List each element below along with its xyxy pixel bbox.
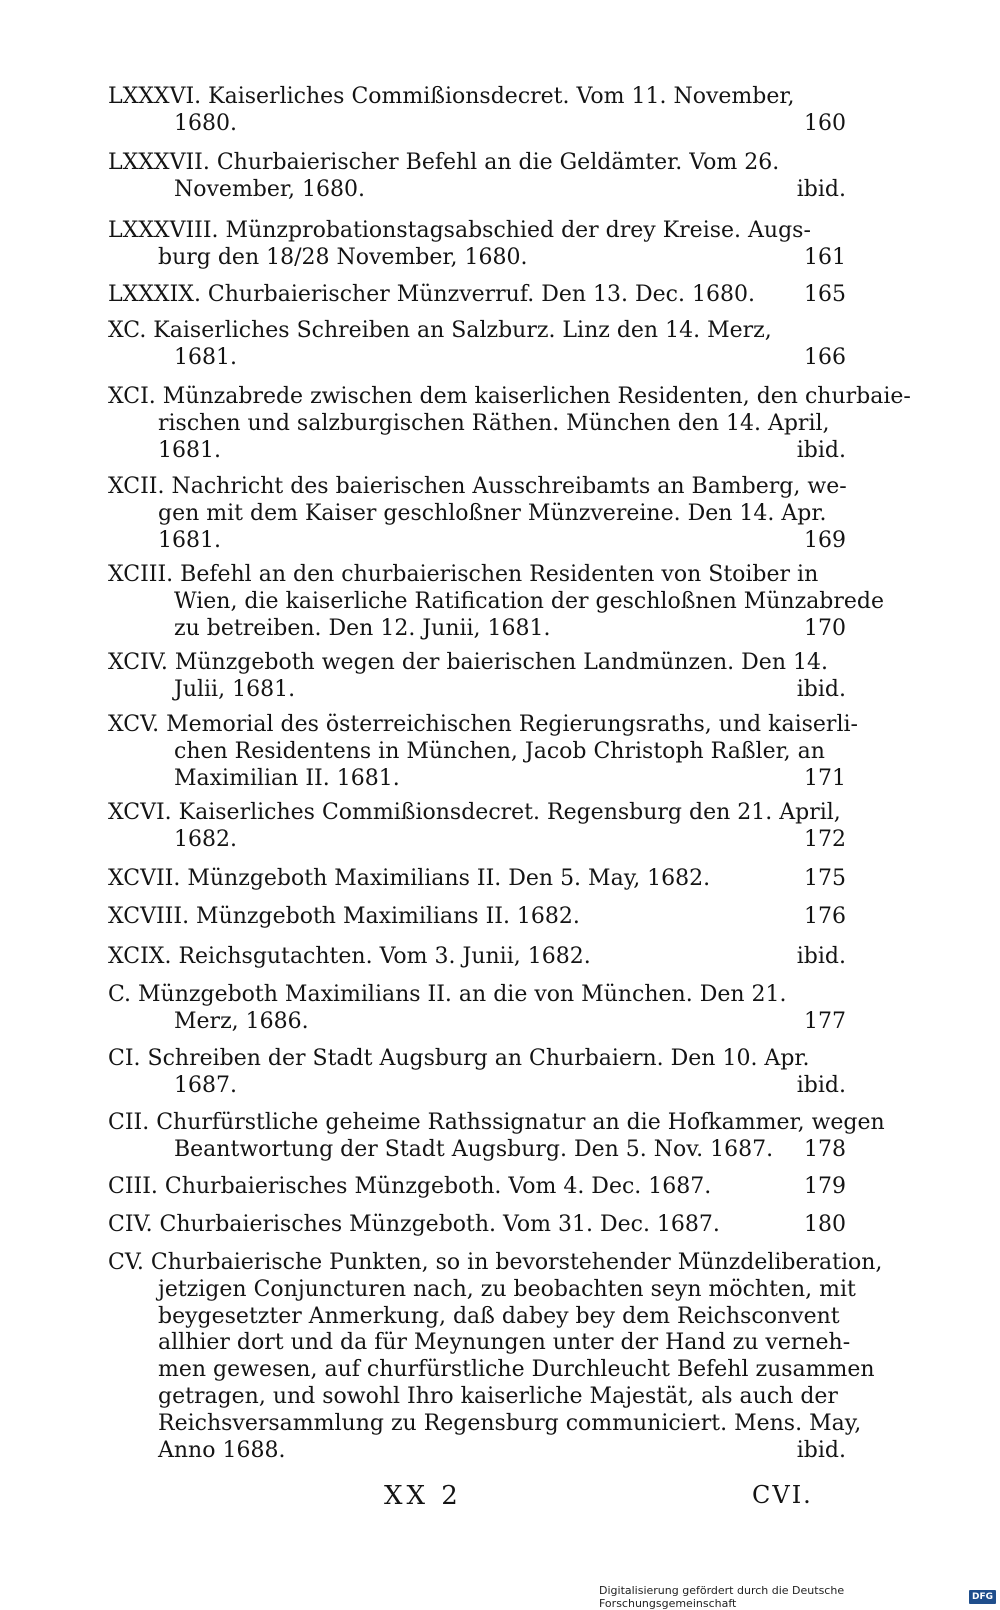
entry-title-line: LXXXVIII. Münzprobationstagsabschied der drey Kreise. Augs- — [108, 218, 811, 243]
page-number: 161 — [804, 244, 846, 270]
entry-title-line: XCIV. Münzgeboth wegen der baierischen Landmünzen. Den 14. — [108, 650, 828, 675]
credit-text: Digitalisierung gefördert durch die Deutsche Forschungsgemeinschaft — [599, 1584, 845, 1610]
entry-continuation-line: men gewesen, auf churfürstliche Durchleucht Befehl zusammen — [158, 1357, 875, 1383]
entry-title-line: XCVII. Münzgeboth Maximilians II. Den 5. May, 1682. — [108, 866, 711, 891]
page-number: ibid. — [796, 944, 846, 969]
page-number: ibid. — [796, 437, 846, 463]
entry-continuation-line: burg den 18/28 November, 1680. — [158, 244, 528, 270]
toc-entry — [108, 150, 846, 204]
page-number: 176 — [804, 904, 846, 929]
page-number: ibid. — [796, 176, 846, 202]
entry-title-line: CIII. Churbaierisches Münzgeboth. Vom 4. Dec. 1687. — [108, 1174, 712, 1199]
toc-entry — [108, 1250, 883, 1464]
entry-title-line: XCIII. Befehl an den churbaierischen Residenten von Stoiber in — [108, 562, 819, 587]
toc-entry — [108, 562, 885, 642]
toc-entry — [108, 982, 846, 1036]
page-number: 169 — [804, 527, 846, 553]
toc-entry — [108, 1110, 885, 1164]
catchword: CVI. — [752, 1481, 813, 1509]
entry-title-line: LXXXVII. Churbaierischer Befehl an die Geldämter. Vom 26. — [108, 150, 780, 175]
entry-continuation-line: Julii, 1681. — [174, 676, 296, 702]
entry-title-line: LXXXVI. Kaiserliches Commißionsdecret. Vom 11. November, — [108, 84, 795, 109]
toc-entry — [108, 944, 846, 971]
toc-entry — [108, 1212, 846, 1239]
entry-title-line: CII. Churfürstliche geheime Rathssignatur an die Hofkammer, wegen — [108, 1110, 885, 1135]
entry-title-line: XCV. Memorial des österreichischen Regierungsraths, und kaiserli- — [108, 712, 858, 737]
toc-entry — [108, 904, 846, 931]
entry-continuation-line: November, 1680. — [174, 176, 365, 202]
page-number: 177 — [804, 1008, 846, 1034]
toc-entry — [108, 1046, 846, 1100]
entry-continuation-line: Wien, die kaiserliche Ratification der geschloßnen Münzabrede — [174, 588, 885, 614]
signature-mark: XX 2 — [384, 1481, 462, 1511]
entry-title-line: XCI. Münzabrede zwischen dem kaiserlichen Residenten, den churbaie- — [108, 384, 911, 409]
entry-continuation-line: Merz, 1686. — [174, 1008, 309, 1034]
page-number: ibid. — [796, 1072, 846, 1098]
entry-title-line: LXXXIX. Churbaierischer Münzverruf. Den 13. Dec. 1680. — [108, 282, 755, 307]
entry-continuation-line: chen Residentens in München, Jacob Christoph Raßler, an — [174, 738, 825, 764]
page-number: 178 — [804, 1136, 846, 1162]
page-number: ibid. — [796, 676, 846, 702]
entry-title-line: CI. Schreiben der Stadt Augsburg an Churbaiern. Den 10. Apr. — [108, 1046, 810, 1071]
toc-entry — [108, 318, 846, 372]
page-number: 171 — [804, 765, 846, 791]
entry-continuation-line: rischen und salzburgischen Räthen. München den 14. April, — [158, 410, 830, 436]
entry-title-line: XCIX. Reichsgutachten. Vom 3. Junii, 1682. — [108, 944, 591, 969]
entry-continuation-line: 1681. — [158, 437, 221, 463]
entry-continuation-line: 1681. — [158, 527, 221, 553]
toc-entry — [108, 650, 846, 704]
entry-continuation-line: gen mit dem Kaiser geschloßner Münzvereine. Den 14. Apr. — [158, 500, 827, 526]
toc-entry — [108, 218, 846, 272]
entry-continuation-line: Beantwortung der Stadt Augsburg. Den 5. Nov. 1687. — [174, 1136, 774, 1162]
entry-continuation-line: jetzigen Conjuncturen nach, zu beobachten seyn möchten, mit — [158, 1276, 856, 1302]
entry-title-line: CV. Churbaierische Punkten, so in bevorstehender Münzdeliberation, — [108, 1250, 883, 1275]
entry-title-line: XCVI. Kaiserliches Commißionsdecret. Regensburg den 21. April, — [108, 800, 841, 825]
page-number: 165 — [804, 282, 846, 307]
entry-continuation-line: zu betreiben. Den 12. Junii, 1681. — [174, 615, 551, 641]
entry-title-line: XCVIII. Münzgeboth Maximilians II. 1682. — [108, 904, 580, 929]
toc-entry — [108, 84, 846, 138]
page-number: 170 — [804, 615, 846, 641]
entry-title-line: C. Münzgeboth Maximilians II. an die von München. Den 21. — [108, 982, 787, 1007]
toc-entry — [108, 384, 911, 464]
page-number: ibid. — [796, 1437, 846, 1463]
entry-continuation-line: 1680. — [174, 110, 237, 136]
entry-continuation-line: Maximilian II. 1681. — [174, 765, 400, 791]
entry-continuation-line: 1682. — [174, 826, 237, 852]
digitization-credit — [599, 1585, 1000, 1609]
entry-continuation-line: allhier dort und da für Meynungen unter der Hand zu verneh- — [158, 1330, 851, 1356]
entry-title-line: XC. Kaiserliches Schreiben an Salzburz. Linz den 14. Merz, — [108, 318, 772, 343]
entry-continuation-line: getragen, und sowohl Ihro kaiserliche Majestät, als auch der — [158, 1383, 838, 1409]
entry-continuation-line: beygesetzter Anmerkung, daß dabey bey dem Reichsconvent — [158, 1303, 840, 1329]
entry-continuation-line: 1681. — [174, 344, 237, 370]
entry-continuation-line: Anno 1688. — [158, 1437, 286, 1463]
entry-continuation-line: Reichsversammlung zu Regensburg communiciert. Mens. May, — [158, 1410, 862, 1436]
toc-entry — [108, 712, 858, 792]
page-number: 160 — [804, 110, 846, 136]
toc-entry — [108, 1174, 846, 1201]
page-number: 175 — [804, 866, 846, 891]
page-number: 179 — [804, 1174, 846, 1199]
toc-entry — [108, 800, 846, 854]
page-number: 172 — [804, 826, 846, 852]
page-number: 166 — [804, 344, 846, 370]
dfg-logo-icon: DFG — [969, 1590, 996, 1604]
toc-entry — [108, 474, 846, 554]
page-number: 180 — [804, 1212, 846, 1237]
toc-entry — [108, 282, 846, 309]
entry-continuation-line: 1687. — [174, 1072, 237, 1098]
toc-entry — [108, 866, 846, 893]
entry-title-line: CIV. Churbaierisches Münzgeboth. Vom 31. Dec. 1687. — [108, 1212, 720, 1237]
entry-title-line: XCII. Nachricht des baierischen Ausschreibamts an Bamberg, we- — [108, 474, 847, 499]
